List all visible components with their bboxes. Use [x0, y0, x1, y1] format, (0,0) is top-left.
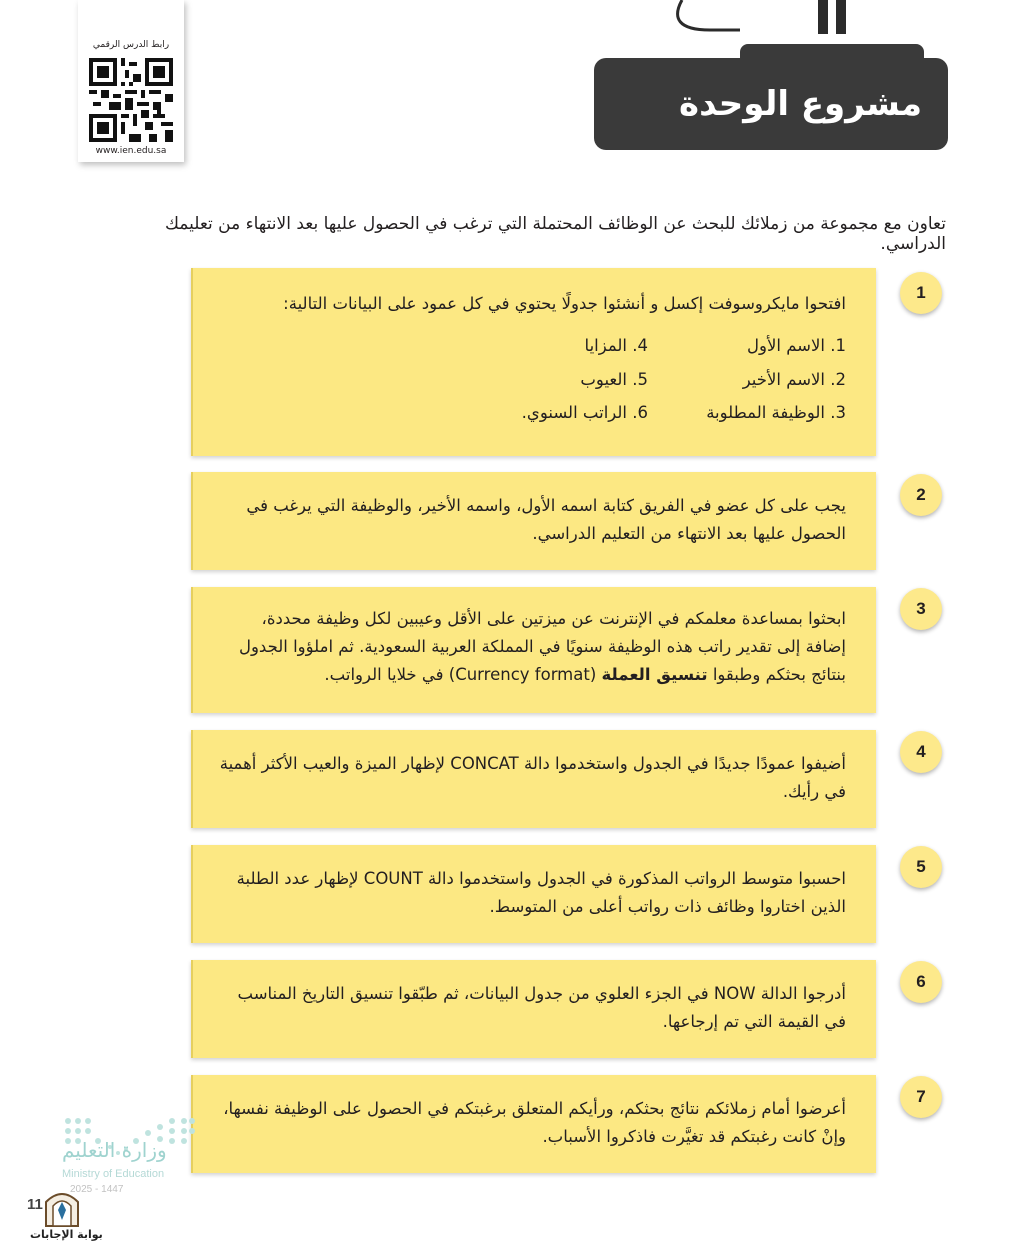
step-1-item-4: 4. المزايا — [584, 336, 648, 355]
page-number: 11 — [27, 1196, 43, 1213]
step-7-card — [191, 1075, 876, 1173]
ministry-year: 2025 - 1447 — [70, 1184, 124, 1195]
step-3-text — [219, 605, 846, 689]
step-3-card — [191, 587, 876, 713]
step-2-text: يجب على كل عضو في الفريق كتابة اسمه الأول، واسمه الأخير، والوظيفة التي يرغب في الحصول عليها بعد الانتهاء من التعليم الدراسي. — [246, 496, 846, 543]
step-6-text: أدرجوا الدالة NOW في الجزء العلوي من جدول البيانات، ثم طبّقوا تنسيق التاريخ المناسب في القيمة التي تم إرجاعها. — [237, 984, 846, 1031]
step-7-number-badge: 7 — [900, 1076, 942, 1118]
step-5-card — [191, 845, 876, 943]
step-1-item-5: 5. العيوب — [580, 370, 648, 389]
step-7-text: أعرضوا أمام زملائكم نتائج بحثكم، ورأيكم المتعلق برغبتكم في الحصول على الوظيفة نفسها، وإنْ كانت رغبتكم قد تغيَّرت فاذكروا الأسباب. — [223, 1099, 846, 1146]
answers-gate-label: بوابة الإجابات — [30, 1228, 103, 1241]
step-1-item-1: 1. الاسم الأول — [747, 336, 846, 355]
answers-gate-logo-icon — [42, 1186, 82, 1228]
banner-background — [590, 0, 950, 160]
qr-card[interactable] — [78, 0, 184, 162]
page-title: مشروع الوحدة — [679, 84, 922, 124]
step-5-number-badge: 5 — [900, 846, 942, 888]
intro-text: تعاون مع مجموعة من زملائك للبحث عن الوظائف المحتملة التي ترغب في الحصول عليها بعد الانتهاء من تعليمك الدراسي. — [164, 214, 946, 254]
step-5-text: احسبوا متوسط الرواتب المذكورة في الجدول واستخدموا دالة COUNT لإظهار عدد الطلبة الذين اختاروا وظائف ذات رواتب أعلى من المتوسط. — [236, 869, 846, 916]
step-3-number-badge: 3 — [900, 588, 942, 630]
step-3-text-part-1: ابحثوا بمساعدة معلمكم في الإنترنت عن ميزتين على الأقل وعيبين لكل وظيفة محددة، إضافة إلى تقدير راتب هذه الوظيفة سنويًا في المملكة العربية السعودية. ثم املؤوا الجدول بنتائج بحثكم وطبقوا — [238, 609, 846, 684]
ministry-name-english: Ministry of Education — [62, 1168, 165, 1180]
ministry-name-arabic: وزارة التعليم — [62, 1138, 167, 1162]
step-1-text: افتحوا مايكروسوفت إكسل و أنشئوا جدولًا يحتوي في كل عمود على البيانات التالية: — [283, 294, 846, 313]
step-3-text-part-2: (Currency format) في خلايا الرواتب. — [324, 665, 597, 684]
step-1-number-badge: 1 — [900, 272, 942, 314]
step-4-card — [191, 730, 876, 828]
qr-caption: رابط الدرس الرقمي — [92, 40, 170, 50]
step-1-item-3: 3. الوظيفة المطلوبة — [706, 403, 846, 422]
qr-url: www.ien.edu.sa — [95, 146, 167, 156]
qr-code-icon[interactable] — [89, 58, 173, 142]
step-3-bold-term: تنسيق العملة — [601, 665, 708, 684]
step-6-number-badge: 6 — [900, 961, 942, 1003]
step-1-item-6: 6. الراتب السنوي. — [521, 403, 648, 422]
step-1-card — [191, 268, 876, 456]
step-6-card — [191, 960, 876, 1058]
step-4-number-badge: 4 — [900, 731, 942, 773]
step-1-item-2: 2. الاسم الأخير — [742, 370, 846, 389]
step-2-card — [191, 472, 876, 570]
step-4-text: أضيفوا عمودًا جديدًا في الجدول واستخدموا دالة CONCAT لإظهار الميزة والعيب الأكثر أهمية في رأيك. — [219, 754, 846, 801]
step-2-number-badge: 2 — [900, 474, 942, 516]
